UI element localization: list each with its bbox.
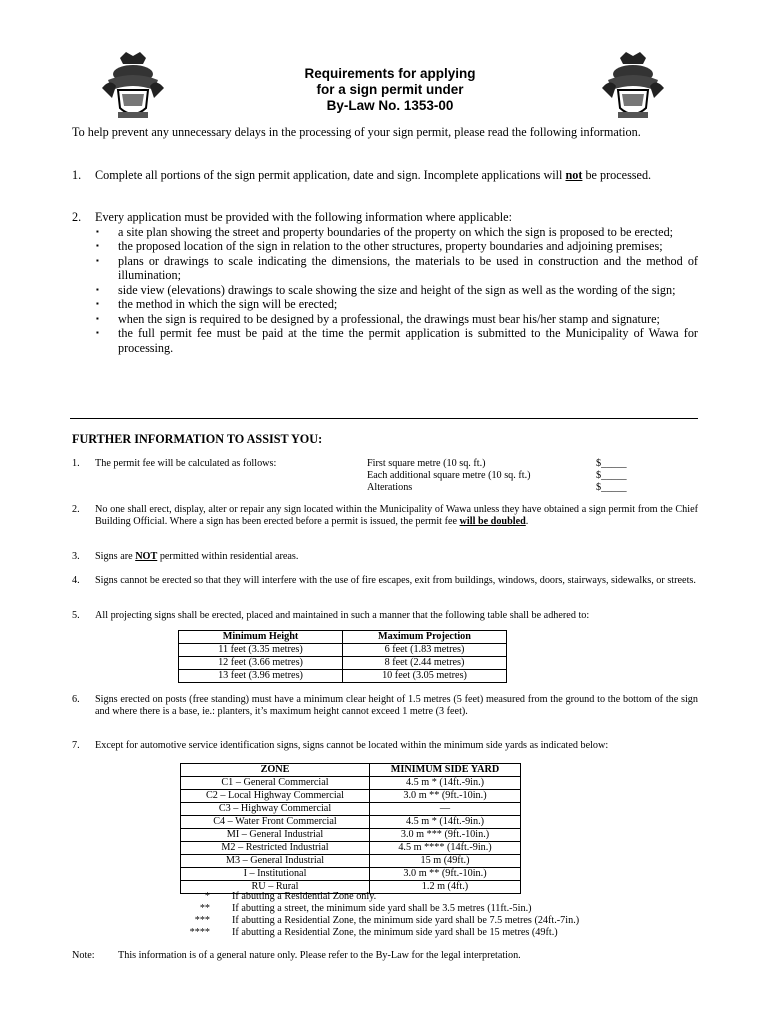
fee-amount-field: $_____	[596, 470, 627, 481]
section-divider	[70, 418, 698, 419]
requirement-list	[95, 225, 698, 356]
fee-row-desc: Alterations	[367, 482, 413, 493]
note-label: Note:	[72, 950, 95, 961]
footnote	[170, 903, 579, 915]
item-emphasis: will be doubled	[459, 516, 526, 527]
table-header: MINIMUM SIDE YARD	[370, 764, 521, 777]
table-cell: 3.0 m ** (9ft.-10in.)	[370, 868, 521, 881]
table-cell: 10 feet (3.05 metres)	[343, 670, 507, 683]
fee-amount-field: $_____	[596, 458, 627, 469]
table-cell: 6 feet (1.83 metres)	[343, 644, 507, 657]
table-cell: 4.5 m * (14ft.-9in.)	[370, 816, 521, 829]
table-row	[181, 777, 521, 790]
list-item: ▪ side view (elevations) drawings to scale showing the size and height of the sign as well as the wording of the sign;	[95, 283, 698, 298]
item-number: 6.	[72, 694, 80, 705]
info-item-3	[72, 551, 698, 563]
note-text: This information is of a general nature only. Please refer to the By-Law for the legal interpretation.	[118, 950, 521, 961]
footnote-text: If abutting a Residential Zone only.	[232, 891, 377, 902]
page-title	[240, 66, 540, 114]
table-row	[179, 644, 507, 657]
table-row	[181, 829, 521, 842]
table-cell: 13 feet (3.96 metres)	[179, 670, 343, 683]
table-row	[181, 816, 521, 829]
footnote-mark: ***	[194, 915, 210, 926]
requirement-2	[72, 210, 698, 355]
further-info-heading: FURTHER INFORMATION TO ASSIST YOU:	[72, 432, 323, 446]
item-text: Signs erected on posts (free standing) must have a minimum clear height of 1.5 metres (5 feet) measured from the ground to the bottom of the sign and where there is a base, ie.: planters, it’s maximum height cannot exceed 1 metre (3 feet).	[95, 694, 698, 717]
item-number: 4.	[72, 575, 80, 586]
table-row	[181, 790, 521, 803]
table-cell: 11 feet (3.35 metres)	[179, 644, 343, 657]
fee-row-desc: Each additional square metre (10 sq. ft.)	[367, 470, 531, 481]
info-item-4	[72, 575, 698, 587]
table-row	[181, 868, 521, 881]
title-line-1: Requirements for applying	[304, 66, 476, 81]
table-row	[181, 855, 521, 868]
item-number: 1.	[72, 168, 82, 182]
footnote-text: If abutting a Residential Zone, the minimum side yard shall be 15 metres (49ft.)	[232, 927, 558, 938]
item-number: 5.	[72, 610, 80, 621]
note	[72, 950, 521, 962]
fee-label: The permit fee will be calculated as follows:	[95, 458, 277, 469]
list-item: ▪ the method in which the sign will be erected;	[95, 297, 698, 312]
footnotes	[170, 891, 579, 939]
table-cell: 4.5 m **** (14ft.-9in.)	[370, 842, 521, 855]
footnote-mark: *	[204, 891, 210, 902]
list-item: ▪ plans or drawings to scale indicating the dimensions, the materials to be used in construction and the method of illumination;	[95, 254, 698, 283]
projection-table	[178, 630, 507, 683]
table-cell: 8 feet (2.44 metres)	[343, 657, 507, 670]
item-number: 2.	[72, 504, 80, 515]
table-header: Minimum Height	[179, 631, 343, 644]
table-cell: C2 – Local Highway Commercial	[181, 790, 370, 803]
list-item: ▪ when the sign is required to be designed by a professional, the drawings must bear his/her stamp and signature;	[95, 312, 698, 327]
item-number: 2.	[72, 210, 82, 224]
table-row	[179, 657, 507, 670]
item-text: Signs cannot be erected so that they will interfere with the use of fire escapes, exit from buildings, windows, doors, stairways, sidewalks, or streets.	[95, 575, 696, 586]
item-text-end: .	[525, 516, 529, 527]
item-lead: Every application must be provided with the following information where applicable:	[95, 210, 512, 224]
table-cell: I – Institutional	[181, 868, 370, 881]
item-number: 1.	[72, 458, 80, 469]
info-item-6	[72, 694, 698, 718]
table-cell: RU – Rural	[181, 881, 370, 894]
item-number: 3.	[72, 551, 80, 562]
requirement-1	[72, 168, 698, 183]
info-item-5	[72, 610, 698, 622]
item-text: Except for automotive service identification signs, signs cannot be located within the minimum side yards as indicated below:	[95, 740, 609, 751]
fee-amount-field: $_____	[596, 482, 627, 493]
table-cell: M2 – Restricted Industrial	[181, 842, 370, 855]
table-header: ZONE	[181, 764, 370, 777]
table-cell: M3 – General Industrial	[181, 855, 370, 868]
municipal-crest-icon	[100, 50, 166, 126]
table-cell: 4.5 m * (14ft.-9in.)	[370, 777, 521, 790]
item-text-end: permitted within residential areas.	[157, 551, 299, 562]
item-text: No one shall erect, display, alter or repair any sign located within the Municipality of Wawa unless they have obtained a sign permit from the Chief Building Official. Where a sign has been erected before a permit is issued, the permit fee	[95, 504, 698, 527]
title-line-2: for a sign permit under	[316, 82, 464, 97]
fee-row-desc: First square metre (10 sq. ft.)	[367, 458, 486, 469]
table-row	[181, 803, 521, 816]
table-cell: 3.0 m *** (9ft.-10in.)	[370, 829, 521, 842]
list-item: ▪ the proposed location of the sign in relation to the other structures, property boundaries and adjoining premises;	[95, 239, 698, 254]
footnote	[170, 927, 579, 939]
table-row	[181, 842, 521, 855]
footnote-mark: ****	[189, 927, 210, 938]
info-item-2	[72, 504, 698, 528]
table-cell: 15 m (49ft.)	[370, 855, 521, 868]
table-cell: MI – General Industrial	[181, 829, 370, 842]
table-header: Maximum Projection	[343, 631, 507, 644]
footnote-text: If abutting a street, the minimum side yard shall be 3.5 metres (11ft.-5in.)	[232, 903, 532, 914]
item-emphasis: NOT	[135, 551, 158, 562]
table-cell: C3 – Highway Commercial	[181, 803, 370, 816]
footnote-mark: **	[199, 903, 210, 914]
intro-paragraph: To help prevent any unnecessary delays in the processing of your sign permit, please read the following information.	[72, 125, 641, 139]
info-item-7	[72, 740, 698, 752]
list-item: ▪ a site plan showing the street and property boundaries of the property on which the sign is proposed to be erected;	[95, 225, 698, 240]
item-emphasis: not	[565, 168, 583, 182]
item-text-end: be processed.	[582, 168, 652, 182]
side-yard-table	[180, 763, 521, 894]
item-text: Complete all portions of the sign permit application, date and sign. Incomplete applications will	[95, 168, 566, 182]
footnote-text: If abutting a Residential Zone, the minimum side yard shall be 7.5 metres (24ft.-7in.)	[232, 915, 580, 926]
table-row	[179, 670, 507, 683]
item-number: 7.	[72, 740, 80, 751]
table-cell: C1 – General Commercial	[181, 777, 370, 790]
item-text: Signs are	[95, 551, 136, 562]
municipal-crest-icon	[600, 50, 666, 126]
title-line-3: By-Law No. 1353-00	[326, 98, 454, 113]
list-item: ▪ the full permit fee must be paid at the time the permit application is submitted to the Municipality of Wawa for processing.	[95, 326, 698, 355]
footnote	[170, 891, 579, 903]
item-text: All projecting signs shall be erected, placed and maintained in such a manner that the following table shall be adhered to:	[95, 610, 590, 621]
footnote	[170, 915, 579, 927]
table-cell: 3.0 m ** (9ft.-10in.)	[370, 790, 521, 803]
table-cell: 1.2 m (4ft.)	[370, 881, 521, 894]
table-cell: 12 feet (3.66 metres)	[179, 657, 343, 670]
table-cell: C4 – Water Front Commercial	[181, 816, 370, 829]
table-cell: —	[370, 803, 521, 816]
